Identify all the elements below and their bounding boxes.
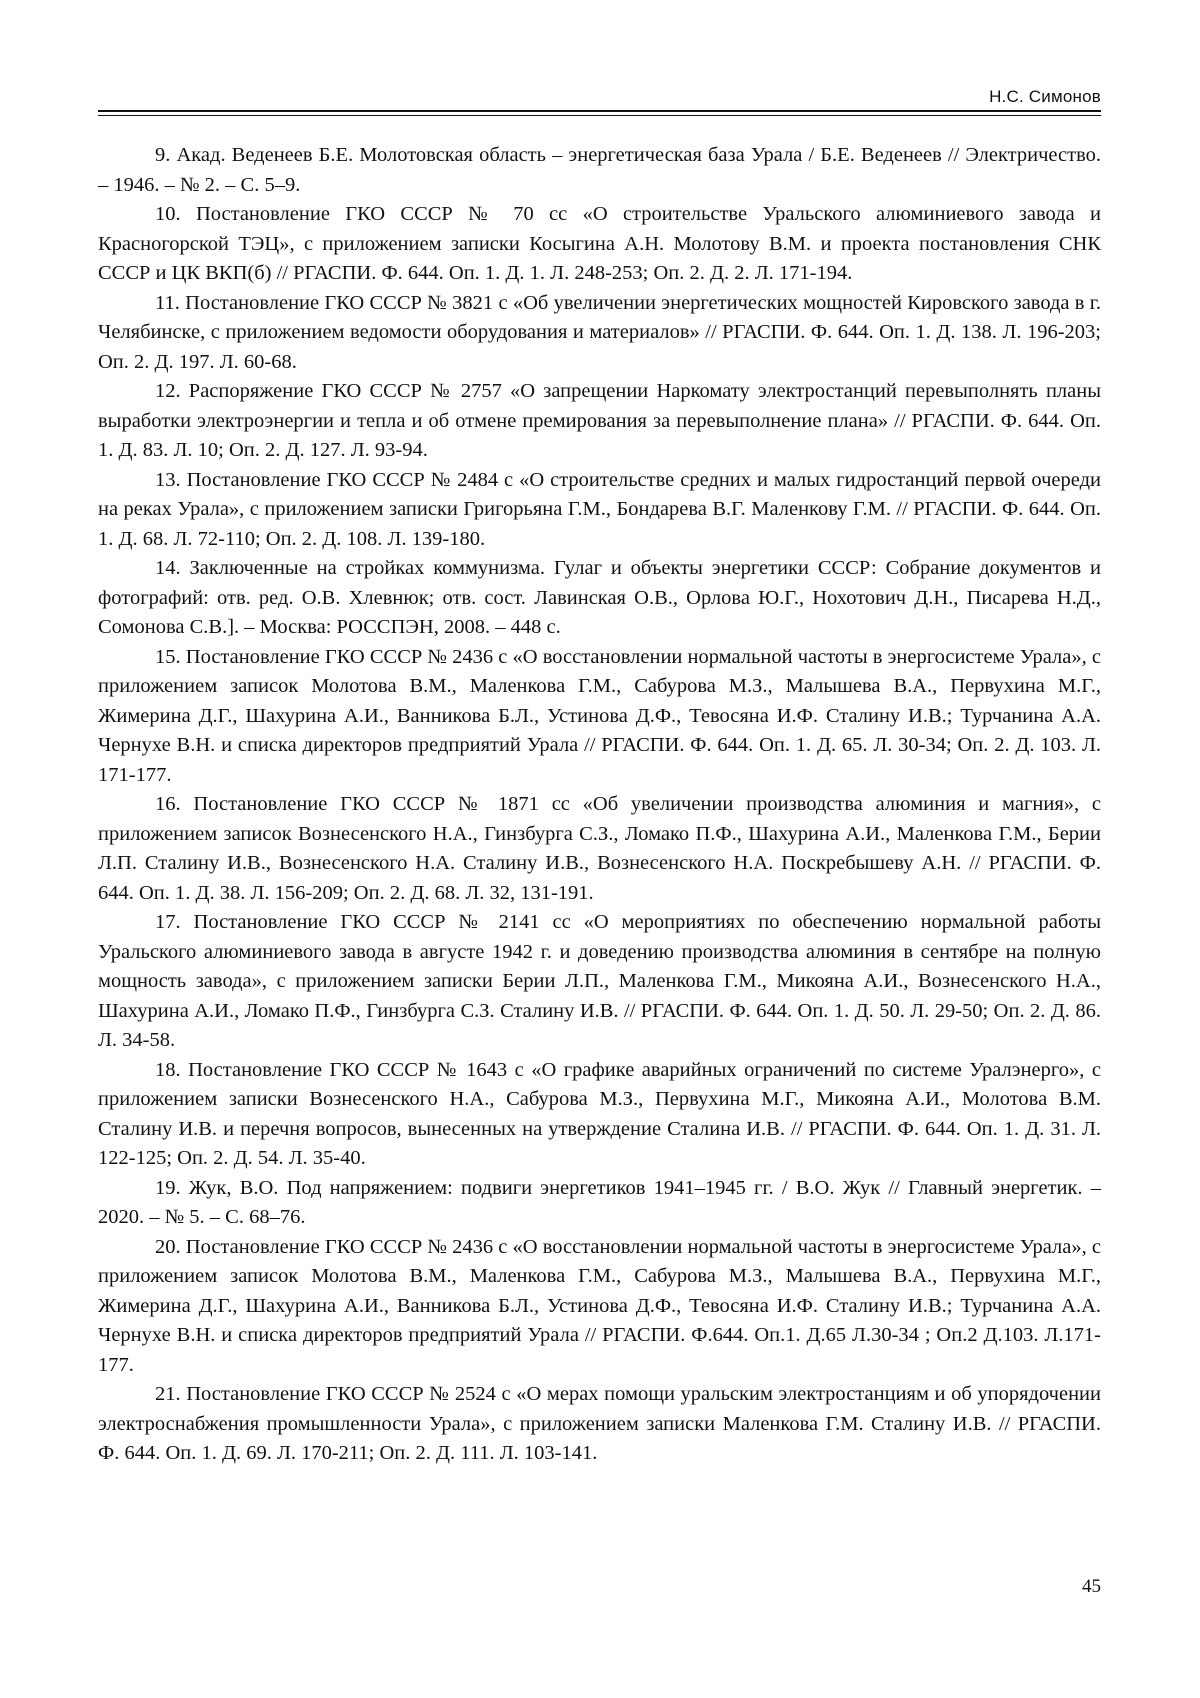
reference-item-21: 21. Постановление ГКО СССР № 2524 с «О мерах помощи уральским электростанциям и об упорядочении электроснабжения промышленности Урала», с приложением записки Маленкова Г.М. Сталину И.В. // РГАСПИ. Ф. 644. Оп. 1. Д. 69. Л. 170-211; Оп. 2. Д. 111. Л. 103-141. (98, 1383, 1101, 1464)
header-rule-thin (98, 115, 1101, 116)
running-head-author: Н.С. Симонов (989, 87, 1101, 106)
reference-item-13: 13. Постановление ГКО СССР № 2484 с «О строительстве средних и малых гидростанций первой очереди на реках Урала», с приложением записки Григорьяна Г.М., Бондарева В.Г. Маленкову Г.М. // РГАСПИ. Ф. 644. Оп. 1. Д. 68. Л. 72-110; Оп. 2. Д. 108. Л. 139-180. (98, 468, 1101, 550)
reference-item-18: 18. Постановление ГКО СССР № 1643 с «О графике аварийных ограничений по системе Уралэнерго», с приложением записки Вознесенского Н.А., Сабурова М.З., Первухина М.Г., Микояна А.И., Молотова В.М. Сталину И.В. и перечня вопросов, вынесенных на утверждение Сталина И.В. // РГАСПИ. Ф. 644. Оп. 1. Д. 31. Л. 122-125; Оп. 2. Д. 54. Л. 35-40. (98, 1058, 1101, 1169)
reference-item-20: 20. Постановление ГКО СССР № 2436 с «О восстановлении нормальной частоты в энергосистеме Урала», с приложением записок Молотова В.М., Маленкова Г.М., Сабурова М.З., Малышева В.А., Первухина М.Г., Жимерина Д.Г., Шахурина А.И., Ванникова Б.Л., Устинова Д.Ф., Тевосяна И.Ф. Сталину И.В.; Турчанина А.А. Чернухе В.Н. и списка директоров предприятий Урала // РГАСПИ. Ф.644. Оп.1. Д.65 Л.30-34 ; Оп.2 Д.103. Л.171-177. (98, 1235, 1101, 1376)
reference-item-19: 19. Жук, В.О. Под напряжением: подвиги энергетиков 1941–1945 гг. / В.О. Жук // Главный энергетик. – 2020. – № 5. – С. 68–76. (98, 1176, 1101, 1228)
reference-item-15: 15. Постановление ГКО СССР № 2436 с «О восстановлении нормальной частоты в энергосистеме Урала», с приложением записок Молотова В.М., Маленкова Г.М., Сабурова М.З., Малышева В.А., Первухина М.Г., Жимерина Д.Г., Шахурина А.И., Ванникова Б.Л., Устинова Д.Ф., Тевосяна И.Ф. Сталину И.В.; Турчанина А.А. Чернухе В.Н. и списка директоров предприятий Урала // РГАСПИ. Ф. 644. Оп. 1. Д. 65. Л. 30-34; Оп. 2. Д. 103. Л. 171-177. (98, 645, 1101, 786)
reference-item-12: 12. Распоряжение ГКО СССР № 2757 «О запрещении Наркомату электростанций перевыполнять планы выработки электроэнергии и тепла и об отмене премирования за перевыполнение плана» // РГАСПИ. Ф. 644. Оп. 1. Д. 83. Л. 10; Оп. 2. Д. 127. Л. 93-94. (98, 380, 1101, 461)
header-rule-thick (98, 110, 1101, 112)
reference-list (98, 141, 1101, 1469)
reference-item-10: 10. Постановление ГКО СССР № 70 сс «О строительстве Уральского алюминиевого завода и Красногорской ТЭЦ», с приложением записки Косыгина А.Н. Молотову В.М. и проекта постановления СНК СССР и ЦК ВКП(б) // РГАСПИ. Ф. 644. Оп. 1. Д. 1. Л. 248-253; Оп. 2. Д. 2. Л. 171-194. (98, 203, 1101, 284)
reference-item-9: 9. Акад. Веденеев Б.Е. Молотовская область – энергетическая база Урала / Б.Е. Веденеев // Электричество. – 1946. – № 2. – С. 5–9. (98, 144, 1101, 196)
reference-item-11: 11. Постановление ГКО СССР № 3821 с «Об увеличении энергетических мощностей Кировского завода в г. Челябинске, с приложением ведомости оборудования и материалов» // РГАСПИ. Ф. 644. Оп. 1. Д. 138. Л. 196-203; Оп. 2. Д. 197. Л. 60-68. (98, 291, 1101, 373)
reference-item-16: 16. Постановление ГКО СССР № 1871 сс «Об увеличении производства алюминия и магния», с приложением записок Вознесенского Н.А., Гинзбурга С.З., Ломако П.Ф., Шахурина А.И., Маленкова Г.М., Берии Л.П. Сталину И.В., Вознесенского Н.А. Сталину И.В., Вознесенского Н.А. Поскребышеву А.Н. // РГАСПИ. Ф. 644. Оп. 1. Д. 38. Л. 156-209; Оп. 2. Д. 68. Л. 32, 131-191. (98, 793, 1101, 904)
page-number: 45 (1082, 1576, 1101, 1597)
reference-item-17: 17. Постановление ГКО СССР № 2141 сс «О мероприятиях по обеспечению нормальной работы Уральского алюминиевого завода в августе 1942 г. и доведению производства алюминия в сентябре на полную мощность завода», с приложением записки Берии Л.П., Маленкова Г.М., Микояна А.И., Вознесенского Н.А., Шахурина А.И., Ломако П.Ф., Гинзбурга С.З. Сталину И.В. // РГАСПИ. Ф. 644. Оп. 1. Д. 50. Л. 29-50; Оп. 2. Д. 86. Л. 34-58. (98, 911, 1101, 1051)
reference-item-14: 14. Заключенные на стройках коммунизма. Гулаг и объекты энергетики СССР: Собрание документов и фотографий: отв. ред. О.В. Хлевнюк; отв. сост. Лавинская О.В., Орлова Ю.Г., Нохотович Д.Н., Писарева Н.Д., Сомонова С.В.]. – Москва: РОССПЭН, 2008. – 448 с. (98, 557, 1101, 638)
